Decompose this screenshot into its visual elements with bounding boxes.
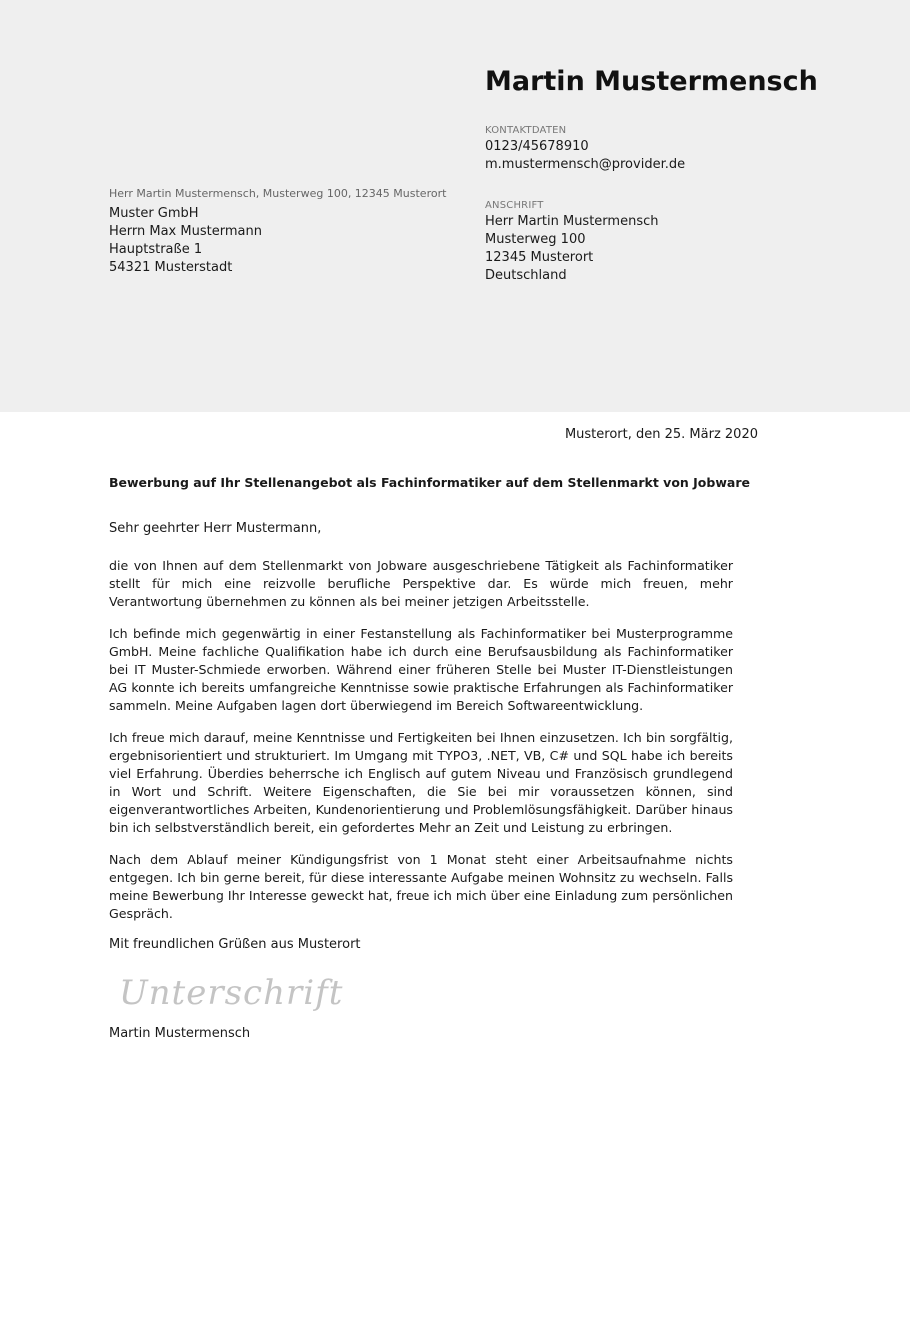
body-paragraph: Ich befinde mich gegenwärtig in einer Festanstellung als Fachinformatiker bei Musterprogramme GmbH. Meine fachliche Qualifikation habe ich durch eine Berufsausbildung als Fachinformatiker bei IT Muster-Schmiede erworben. Während einer früheren Stelle bei Muster IT-Dienstleistungen AG konnte ich bereits umfangreiche Kenntnisse sowie praktische Erfahrungen als Fachinformatiker sammeln. Meine Aufgaben lagen dort überwiegend im Bereich Softwareentwicklung. — [109, 626, 733, 713]
salutation: Sehr geehrter Herr Mustermann, — [109, 521, 322, 536]
return-address-line: Herr Martin Mustermensch, Musterweg 100, 12345 Musterort — [109, 187, 447, 200]
sender-phone: 0123/45678910 — [485, 139, 589, 154]
body-paragraph: Ich freue mich darauf, meine Kenntnisse und Fertigkeiten bei Ihnen einzusetzen. Ich bin sorgfältig, ergebnisorientiert und strukturiert. Im Umgang mit TYPO3, .NET, VB, C# und SQL habe ich bereits viel Erfahrung. Überdies beherrsche ich Englisch auf gutem Niveau und Französisch grundlegend in Wort und Schrift. Weitere Eigenschaften, die Sie bei mir voraussetzen können, sind eigenverantwortliches Arbeiten, Kundenorientierung und Problemlösungsfähigkeit. Darüber hinaus bin ich selbstverständlich bereit, ein gefordertes Mehr an Zeit und Leistung zu erbringen. — [109, 730, 733, 835]
closing: Mit freundlichen Grüßen aus Musterort — [109, 937, 361, 952]
recipient-line: Herrn Max Mustermann — [109, 224, 262, 239]
recipient-line: Muster GmbH — [109, 206, 199, 221]
signature: Unterschrift — [119, 973, 344, 1013]
sender-email: m.mustermensch@provider.de — [485, 157, 686, 172]
sender-name: Martin Mustermensch — [485, 66, 818, 97]
recipient-line: Hauptstraße 1 — [109, 242, 203, 257]
recipient-line: 54321 Musterstadt — [109, 260, 233, 275]
sender-address-line: Deutschland — [485, 268, 567, 283]
sender-address-line: Herr Martin Mustermensch — [485, 214, 659, 229]
body-paragraph: Nach dem Ablauf meiner Kündigungsfrist von 1 Monat steht einer Arbeitsaufnahme nichts entgegen. Ich bin gerne bereit, für diese interessante Aufgabe meinen Wohnsitz zu wechseln. Falls meine Bewerbung Ihr Interesse geweckt hat, freue ich mich über eine Einladung zum persönlichen Gespräch. — [109, 852, 733, 921]
contact-label: KONTAKTDATEN — [485, 125, 567, 136]
letter-date: Musterort, den 25. März 2020 — [564, 427, 758, 442]
signer-name: Martin Mustermensch — [109, 1026, 251, 1041]
sender-address-line: Musterweg 100 — [485, 232, 586, 247]
body-paragraph: die von Ihnen auf dem Stellenmarkt von Jobware ausgeschriebene Tätigkeit als Fachinformatiker stellt für mich eine reizvolle berufliche Perspektive dar. Es würde mich freuen, mehr Verantwortung übernehmen zu können als bei meiner jetzigen Arbeitsstelle. — [109, 558, 733, 609]
letter-subject: Bewerbung auf Ihr Stellenangebot als Fachinformatiker auf dem Stellenmarkt von Jobware — [109, 475, 750, 490]
address-label: ANSCHRIFT — [485, 200, 544, 211]
sender-address-line: 12345 Musterort — [485, 250, 594, 265]
